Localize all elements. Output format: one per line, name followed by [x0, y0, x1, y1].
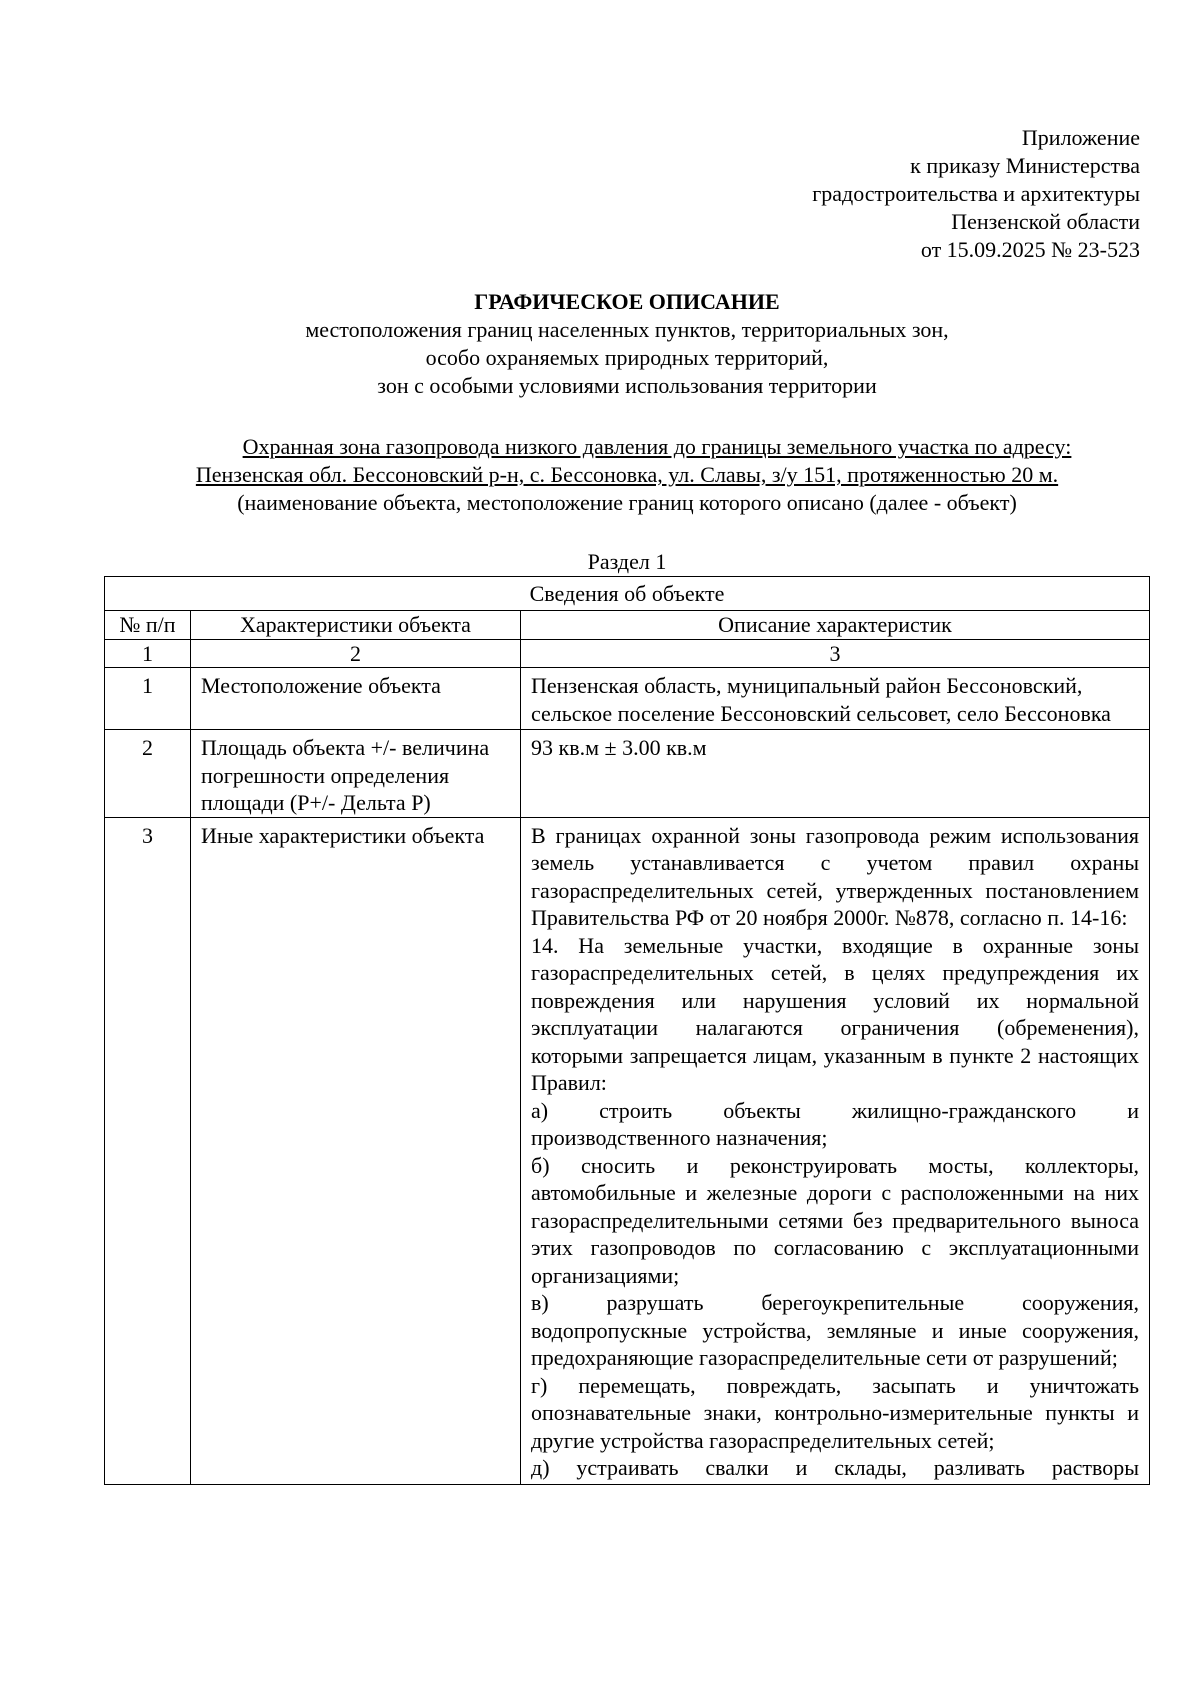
header-cell-characteristics: Характеристики объекта: [191, 611, 521, 640]
table-row: [105, 668, 1150, 730]
row-number: 1: [105, 668, 191, 730]
description-paragraph: 14. На земельные участки, входящие в охранные зоны газораспределительных сетей, в целях предупреждения их повреждения или нарушения условий их нормальной эксплуатации налагаются ограничения (обременения), которыми запрещается лицам, указанным в пункте 2 настоящих Правил:: [531, 932, 1139, 1095]
appendix-line: к приказу Министерства: [910, 153, 1140, 178]
row-description: 93 кв.м ± 3.00 кв.м: [521, 730, 1150, 818]
document-title: ГРАФИЧЕСКОЕ ОПИСАНИЕ: [474, 289, 780, 314]
table-row: [105, 730, 1150, 818]
appendix-header: [540, 124, 1140, 264]
subtitle-line: зон с особыми условиями использования территории: [377, 373, 877, 398]
description-paragraph: в) разрушать берегоукрепительные сооружения, водопропускные устройства, земляные и иные сооружения, предохраняющие газораспределительные сети от разрушений;: [531, 1290, 1139, 1370]
table-caption: Сведения об объекте: [105, 577, 1150, 611]
table-column-number-row: [105, 639, 1150, 668]
row-characteristic: Иные характеристики объекта: [191, 817, 521, 1484]
column-number-cell: 1: [105, 639, 191, 668]
column-number-cell: 3: [521, 639, 1150, 668]
subtitle-line: местоположения границ населенных пунктов, территориальных зон,: [305, 317, 949, 342]
row-characteristic: Местоположение объекта: [191, 668, 521, 730]
column-number-cell: 2: [191, 639, 521, 668]
appendix-line: Пензенской области: [951, 209, 1140, 234]
title-block: [102, 288, 1152, 400]
header-cell-description: Описание характеристик: [521, 611, 1150, 640]
row-number: 2: [105, 730, 191, 818]
table-header-row: [105, 611, 1150, 640]
row-characteristic: Площадь объекта +/- величина погрешности определения площади (Р+/- Дельта Р): [191, 730, 521, 818]
object-address-line: Пензенская обл. Бессоновский р-н, с. Бессоновка, ул. Славы, з/у 151, протяженностью 20 м.: [195, 462, 1059, 487]
description-paragraph: г) перемещать, повреждать, засыпать и уничтожать опознавательные знаки, контрольно-измерительные пункты и другие устройства газораспределительных сетей;: [531, 1372, 1139, 1453]
object-info-table: [104, 576, 1150, 1485]
description-paragraph: б) сносить и реконструировать мосты, коллекторы, автомобильные и железные дороги с расположенными на них газораспределительными сетями без предварительного выноса этих газопроводов по согласованию с эксплуатационными организациями;: [531, 1152, 1139, 1288]
section-label: Раздел 1: [587, 549, 667, 574]
description-paragraph: д) устраивать свалки и склады, разливать растворы: [531, 1455, 1139, 1480]
row-description: Пензенская область, муниципальный район Бессоновский, сельское поселение Бессоновский сельсовет, село Бессоновка: [521, 668, 1150, 730]
row-description: [521, 817, 1150, 1484]
object-name-block: [102, 433, 1152, 517]
row-number: 3: [105, 817, 191, 1484]
header-cell-number: № п/п: [105, 611, 191, 640]
document-subtitle: [102, 316, 1152, 400]
object-caption: (наименование объекта, местоположение границ которого описано (далее - объект): [237, 490, 1017, 515]
appendix-line: градостроительства и архитектуры: [812, 181, 1140, 206]
subtitle-line: особо охраняемых природных территорий,: [425, 345, 829, 370]
description-paragraph: а) строить объекты жилищно-гражданского и производственного назначения;: [531, 1097, 1139, 1150]
table-row: [105, 817, 1150, 1484]
table-caption-row: [105, 577, 1150, 611]
description-paragraph: В границах охранной зоны газопровода режим использования земель устанавливается с учетом правил охраны газораспределительных сетей, утвержденных постановлением Правительства РФ от 20 ноября 2000г. №878, согласно п. 14-16:: [531, 822, 1139, 930]
appendix-line: Приложение: [1021, 125, 1140, 150]
object-name-line: Охранная зона газопровода низкого давления до границы земельного участка по адресу:: [242, 434, 1072, 459]
appendix-order-date: от 15.09.2025 № 23-523: [920, 237, 1140, 262]
